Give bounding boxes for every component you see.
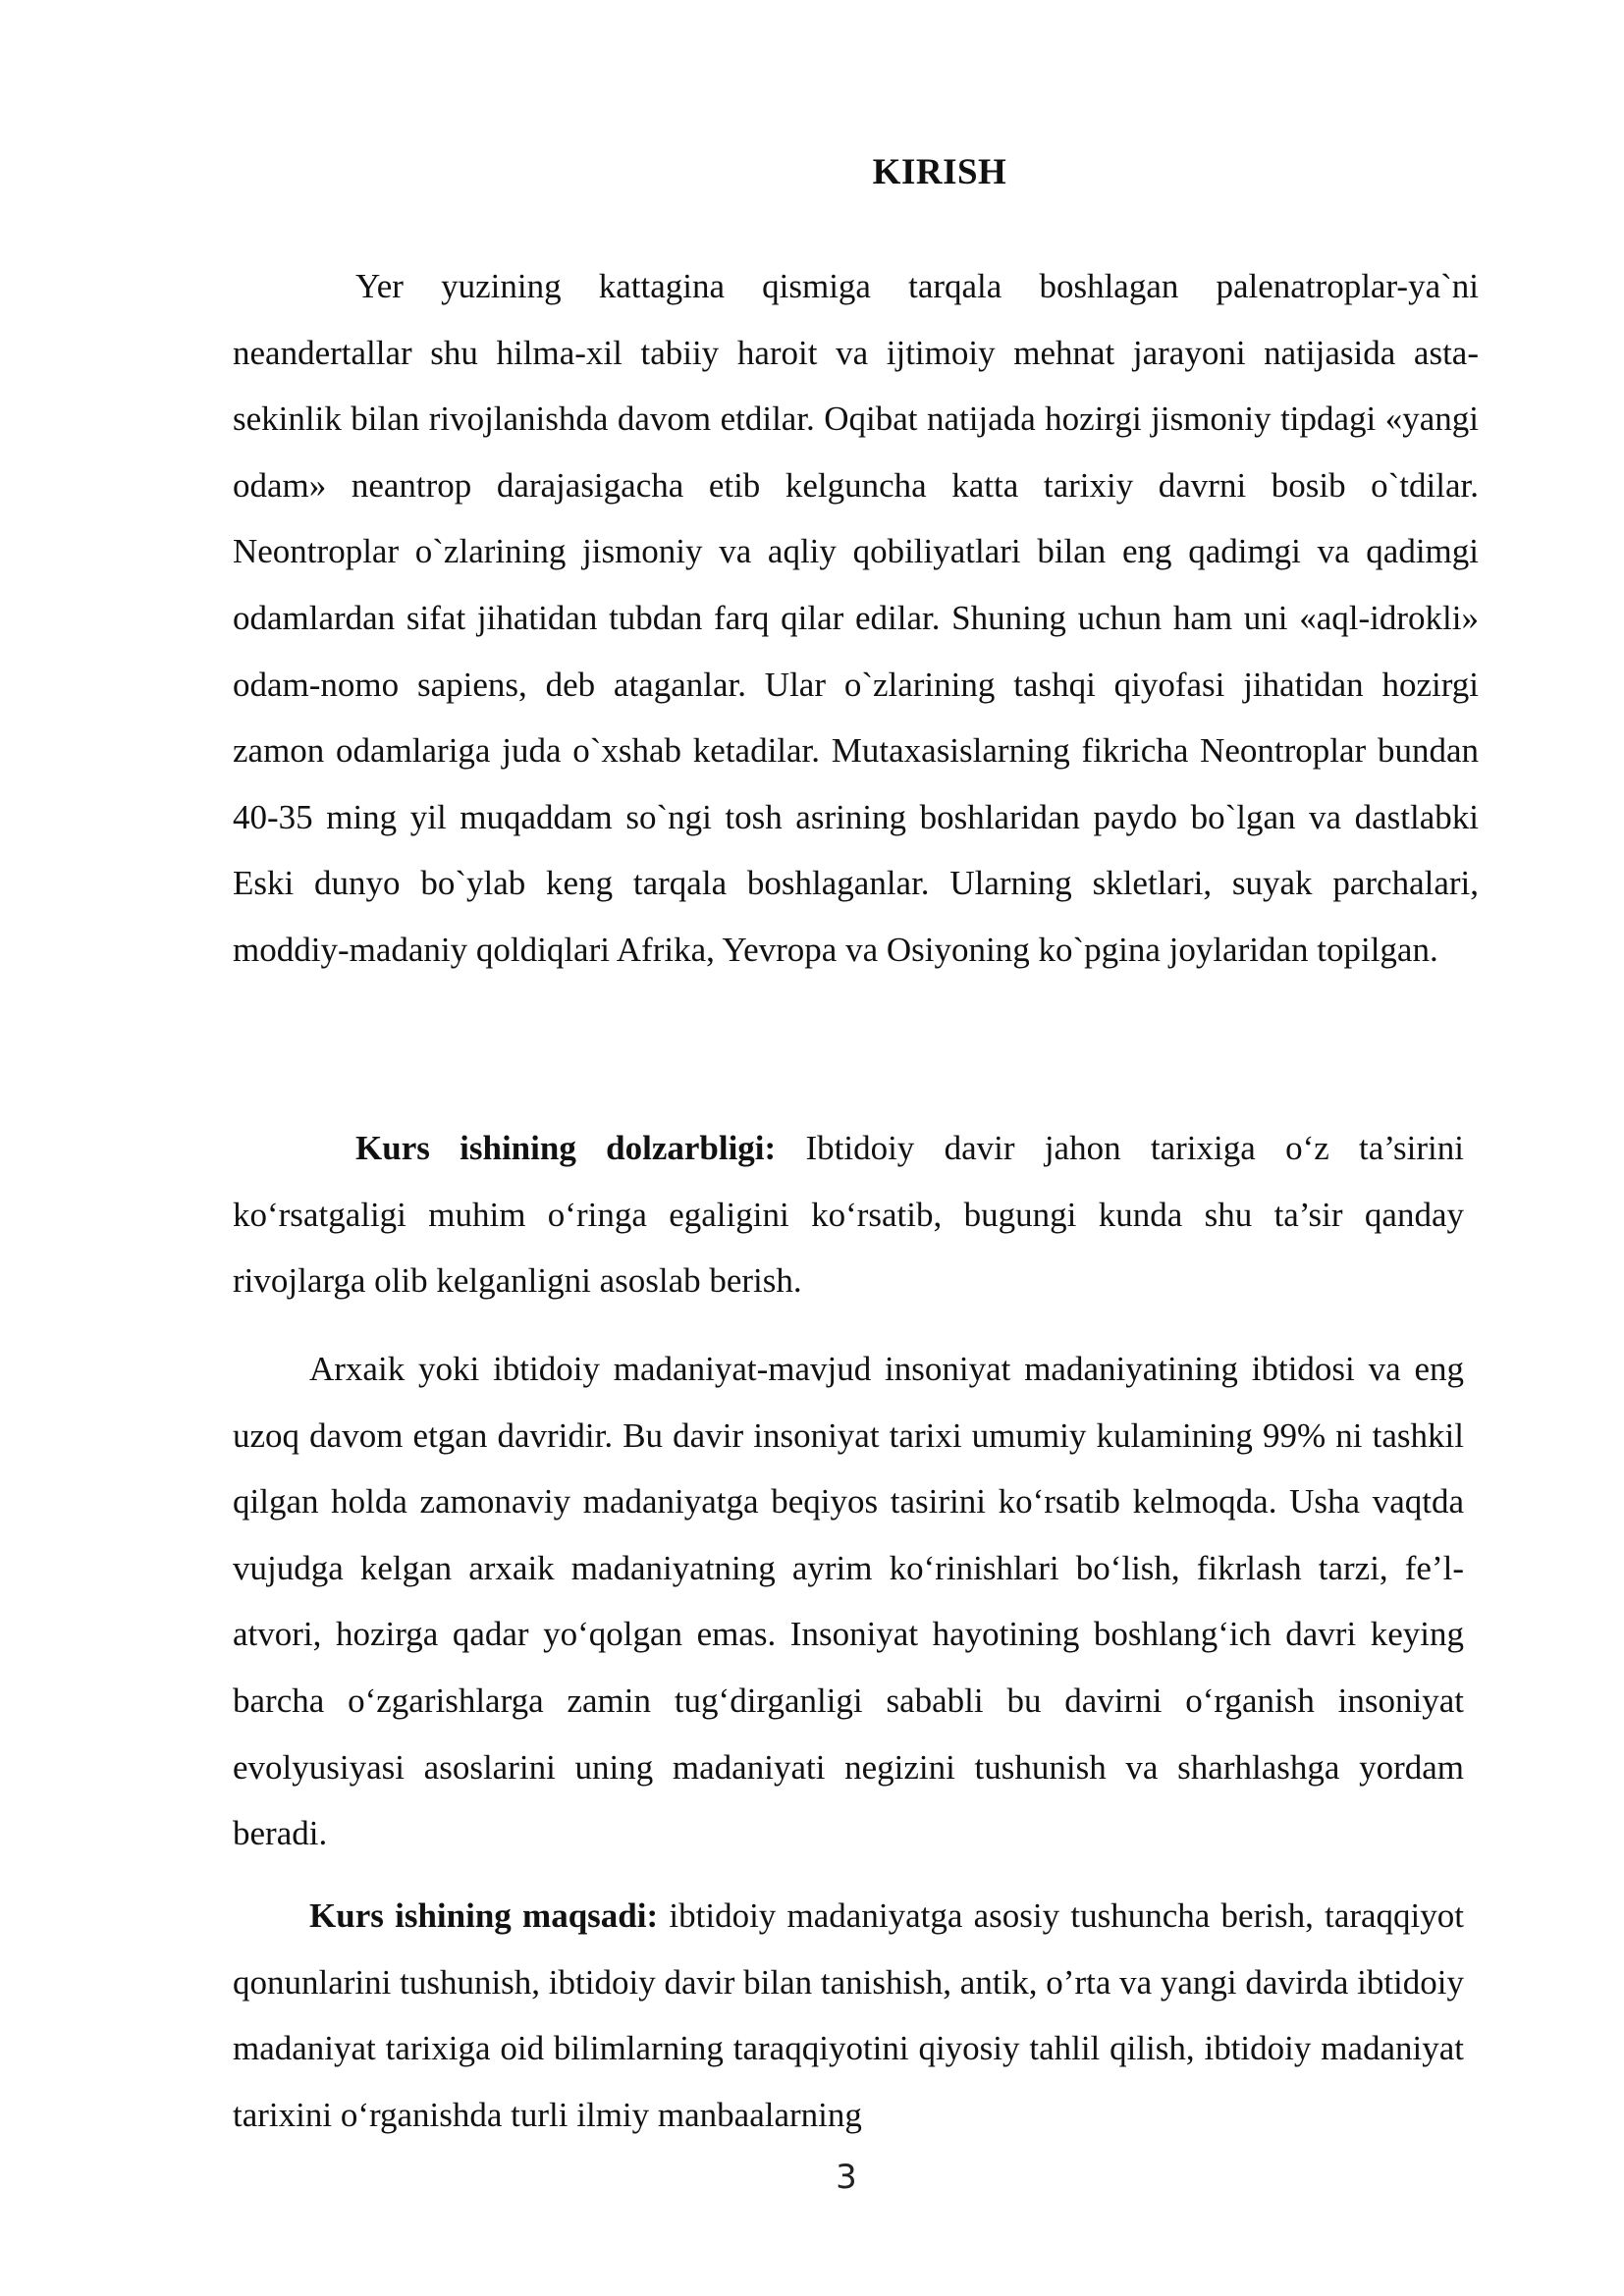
paragraph-relevance-text: Ibtidoiy davir jahon tarixiga o‘z ta’sirini ko‘rsatgaligi muhim o‘ringa egaligini ko‘rsatib, bugungi kunda shu ta’sir qanday rivojlarga olib kelganligni asoslab berish.	[233, 1129, 1464, 1301]
paragraph-archaic-culture	[233, 1336, 1464, 1867]
paragraph-goal	[233, 1883, 1464, 2148]
page-number: 3	[836, 2158, 857, 2197]
paragraph-archaic-culture-text: Arxaik yoki ibtidoiy madaniyat-mavjud insoniyat madaniyatining ibtidosi va eng uzoq davom etgan davridir. Bu davir insoniyat tarixi umumiy kulamining 99% ni tashkil qilgan holda zamonaviy madaniyatga beqiyos tasirini ko‘rsatib kelmoqda. Usha vaqtda vujudga kelgan arxaik madaniyatning ayrim ko‘rinishlari bo‘lish, fikrlash tarzi, fe’l-atvori, hozirga qadar yo‘qolgan emas. Insoniyat hayotining boshlang‘ich davri keying barcha o‘zgarishlarga zamin tug‘dirganligi sababli bu davirni o‘rganish insoniyat evolyusiyasi asoslarini uning madaniyati negizini tushunish va sharhlashga yordam beradi.	[233, 1350, 1464, 1853]
paragraph-relevance	[233, 1115, 1464, 1314]
paragraph-goal-lead: Kurs ishining maqsadi:	[309, 1896, 659, 1935]
paragraph-intro	[233, 253, 1479, 984]
paragraph-goal-text: ibtidoiy madaniyatga asosiy tushuncha berish, taraqqiyot qonunlarini tushunish, ibtidoiy davir bilan tanishish, antik, o’rta va yangi davirda ibtidoiy madaniyat tarixiga oid bilimlarning taraqqiyotini qiyosiy tahlil qilish, ibtidoiy madaniyat tarixini o‘rganishda turli ilmiy manbaalarning	[233, 1896, 1464, 2134]
paragraph-intro-text: Yer yuzining kattagina qismiga tarqala boshlagan palenatroplar-ya`ni neandertallar shu hilma-xil tabiiy haroit va ijtimoiy mehnat jarayoni natijasida asta-sekinlik bilan rivojlanishda davom etdilar. Oqibat natijada hozirgi jismoniy tipdagi «yangi odam» neantrop darajasigacha etib kelguncha katta tarixiy davrni bosib o`tdilar. Neontroplar o`zlarining jismoniy va aqliy qobiliyatlari bilan eng qadimgi va qadimgi odamlardan sifat jihatidan tubdan farq qilar edilar. Shuning uchun ham uni «aql-idrokli» odam-nomo sapiens, deb ataganlar. Ular o`zlarining tashqi qiyofasi jihatidan hozirgi zamon odamlariga juda o`xshab ketadilar. Mutaxasislarning fikricha Neontroplar bundan 40-35 ming yil muqaddam so`ngi tosh asrining boshlaridan paydo bo`lgan va dastlabki Eski dunyo bo`ylab keng tarqala boshlaganlar. Ularning skletlari, suyak parchalari, moddiy-madaniy qoldiqlari Afrika, Yevropa va Osiyoning ko`pgina joylaridan topilgan.	[233, 267, 1479, 969]
paragraph-relevance-lead: Kurs ishining dolzarbligi:	[355, 1129, 777, 1167]
section-heading: KIRISH	[872, 152, 1007, 192]
